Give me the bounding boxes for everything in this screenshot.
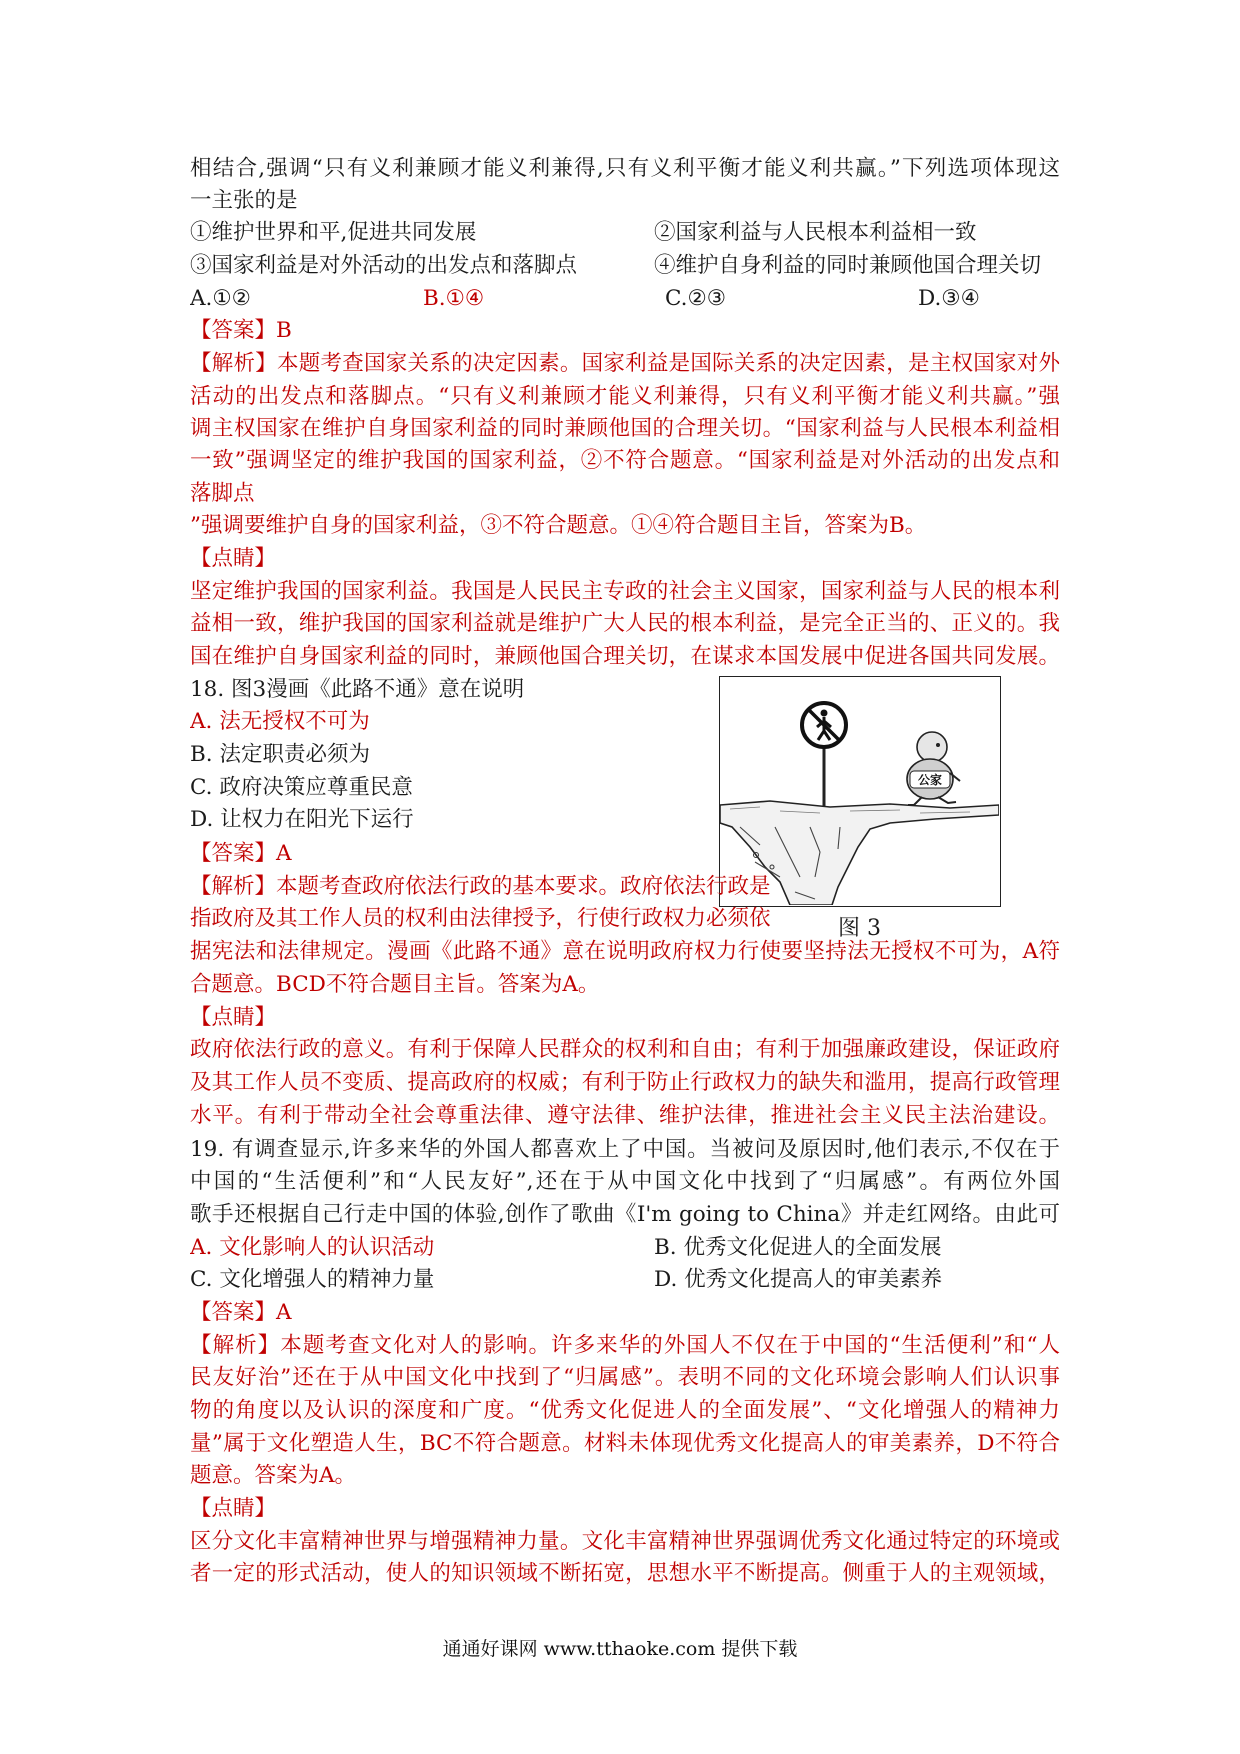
figure-badge-text: 公家 bbox=[917, 773, 943, 787]
cartoon-illustration bbox=[720, 677, 999, 905]
q19-stem-line: 歌手还根据自己行走中国的体验,创作了歌曲《I'm going to China》并走红网络。由此可 bbox=[190, 1202, 1060, 1227]
q17-statement-3: ③国家利益是对外活动的出发点和落脚点 bbox=[190, 253, 578, 278]
q18-tip-line: 及其工作人员不变质、提高政府的权威；有利于防止行政权力的缺失和滥用，提高行政管理 bbox=[190, 1070, 1060, 1095]
q17-analysis-line: 落脚点 bbox=[190, 481, 255, 506]
q19-tip-label: 【点睛】 bbox=[190, 1496, 277, 1521]
q19-stem-line: 19. 有调查显示,许多来华的外国人都喜欢上了中国。当被问及原因时,他们表示,不仅在于 bbox=[190, 1137, 1060, 1162]
q19-analysis-line: 物的角度以及认识的深度和广度。“优秀文化促进人的全面发展”、“文化增强人的精神力 bbox=[190, 1398, 1060, 1423]
q17-answer: 【答案】B bbox=[190, 318, 292, 343]
q18-option-a: A. 法无授权不可为 bbox=[190, 709, 370, 734]
q18-tip-line: 政府依法行政的意义。有利于保障人民群众的权利和自由；有利于加强廉政建设，保证政府 bbox=[190, 1037, 1060, 1062]
q17-statement-1: ①维护世界和平,促进共同发展 bbox=[190, 220, 477, 245]
q18-option-c: C. 政府决策应尊重民意 bbox=[190, 775, 413, 800]
sign-walker-head bbox=[821, 710, 828, 717]
q17-analysis-line: 【解析】本题考查国家关系的决定因素。国家利益是国际关系的决定因素，是主权国家对外 bbox=[190, 351, 1060, 376]
q18-analysis-line: 合题意。BCD不符合题目主旨。答案为A。 bbox=[190, 972, 600, 997]
q17-tip-line: 国在维护自身国家利益的同时，兼顾他国合理关切，在谋求本国发展中促进各国共同发展。 bbox=[190, 644, 1060, 669]
q18-answer: 【答案】A bbox=[190, 841, 292, 866]
q19-stem-line: 中国的“生活便利”和“人民友好”,还在于从中国文化中找到了“归属感”。有两位外国 bbox=[190, 1169, 1060, 1194]
q17-stem-line: 相结合,强调“只有义利兼顾才能义利兼得,只有义利平衡才能义利共赢。”下列选项体现这 bbox=[190, 156, 1060, 181]
q19-option-a: A. 文化影响人的认识活动 bbox=[190, 1235, 435, 1260]
figure-caption: 图 3 bbox=[838, 916, 881, 941]
q18-tip-label: 【点睛】 bbox=[190, 1005, 277, 1030]
q19-tip-line: 者一定的形式活动，使人的知识领域不断拓宽，思想水平不断提高。侧重于人的主观领域， bbox=[190, 1561, 1060, 1586]
figure-head bbox=[917, 732, 947, 762]
q19-analysis-line: 【解析】本题考查文化对人的影响。许多来华的外国人不仅在于中国的“生活便利”和“人 bbox=[190, 1333, 1060, 1358]
q17-tip-line: 坚定维护我国的国家利益。我国是人民民主专政的社会主义国家，国家利益与人民的根本利 bbox=[190, 579, 1060, 604]
q19-tip-line: 区分文化丰富精神世界与增强精神力量。文化丰富精神世界强调优秀文化通过特定的环境或 bbox=[190, 1529, 1060, 1554]
q18-stem: 18. 图3漫画《此路不通》意在说明 bbox=[190, 677, 525, 702]
q18-tip-line: 水平。有利于带动全社会尊重法律、遵守法律、维护法律，推进社会主义民主法治建设。 bbox=[190, 1103, 1060, 1128]
q17-option-c: C.②③ bbox=[665, 286, 727, 311]
q19-analysis-line: 题意。答案为A。 bbox=[190, 1463, 357, 1488]
q19-option-d: D. 优秀文化提高人的审美素养 bbox=[654, 1267, 943, 1292]
q17-statement-4: ④维护自身利益的同时兼顾他国合理关切 bbox=[654, 253, 1042, 278]
q18-analysis-line: 据宪法和法律规定。漫画《此路不通》意在说明政府权力行使要坚持法无授权不可为，A符 bbox=[190, 939, 1060, 964]
page-footer: 通通好课网 www.tthaoke.com 提供下载 bbox=[442, 1638, 798, 1660]
q17-option-b: B.①④ bbox=[423, 286, 485, 311]
q18-option-d: D. 让权力在阳光下运行 bbox=[190, 807, 414, 832]
q17-option-a: A.①② bbox=[190, 286, 251, 311]
q17-analysis-line: ”强调要维护自身的国家利益，③不符合题意。①④符合题目主旨，答案为B。 bbox=[190, 513, 927, 538]
q17-analysis-line: 活动的出发点和落脚点。“只有义利兼顾才能义利兼得，只有义利平衡才能义利共赢。”强 bbox=[190, 384, 1060, 409]
q17-tip-line: 益相一致，维护我国的国家利益就是维护广大人民的根本利益，是完全正当的、正义的。我 bbox=[190, 611, 1060, 636]
q19-option-c: C. 文化增强人的精神力量 bbox=[190, 1267, 435, 1292]
q17-analysis-line: 调主权国家在维护自身国家利益的同时兼顾他国的合理关切。“国家利益与人民根本利益相 bbox=[190, 416, 1060, 441]
q17-option-d: D.③④ bbox=[918, 286, 980, 311]
q19-analysis-line: 量”属于文化塑造人生，BC不符合题意。材料未体现优秀文化提高人的审美素养，D不符合 bbox=[190, 1431, 1060, 1456]
q19-answer: 【答案】A bbox=[190, 1300, 292, 1325]
q17-analysis-line: 一致”强调坚定的维护我国的国家利益，②不符合题意。“国家利益是对外活动的出发点和 bbox=[190, 448, 1060, 473]
q19-analysis-line: 民友好治”还在于从中国文化中找到了“归属感”。表明不同的文化环境会影响人们认识事 bbox=[190, 1365, 1060, 1390]
q19-option-b: B. 优秀文化促进人的全面发展 bbox=[654, 1235, 942, 1260]
figure-eye bbox=[936, 743, 940, 747]
q18-option-b: B. 法定职责必须为 bbox=[190, 742, 370, 767]
q17-tip-label: 【点睛】 bbox=[190, 546, 277, 571]
q17-statement-2: ②国家利益与人民根本利益相一致 bbox=[654, 220, 977, 245]
q18-analysis-line: 【解析】本题考查政府依法行政的基本要求。政府依法行政是 bbox=[190, 874, 771, 899]
q17-stem-line: 一主张的是 bbox=[190, 188, 298, 213]
q18-analysis-line: 指政府及其工作人员的权利由法律授予，行使行政权力必须依 bbox=[190, 906, 771, 931]
